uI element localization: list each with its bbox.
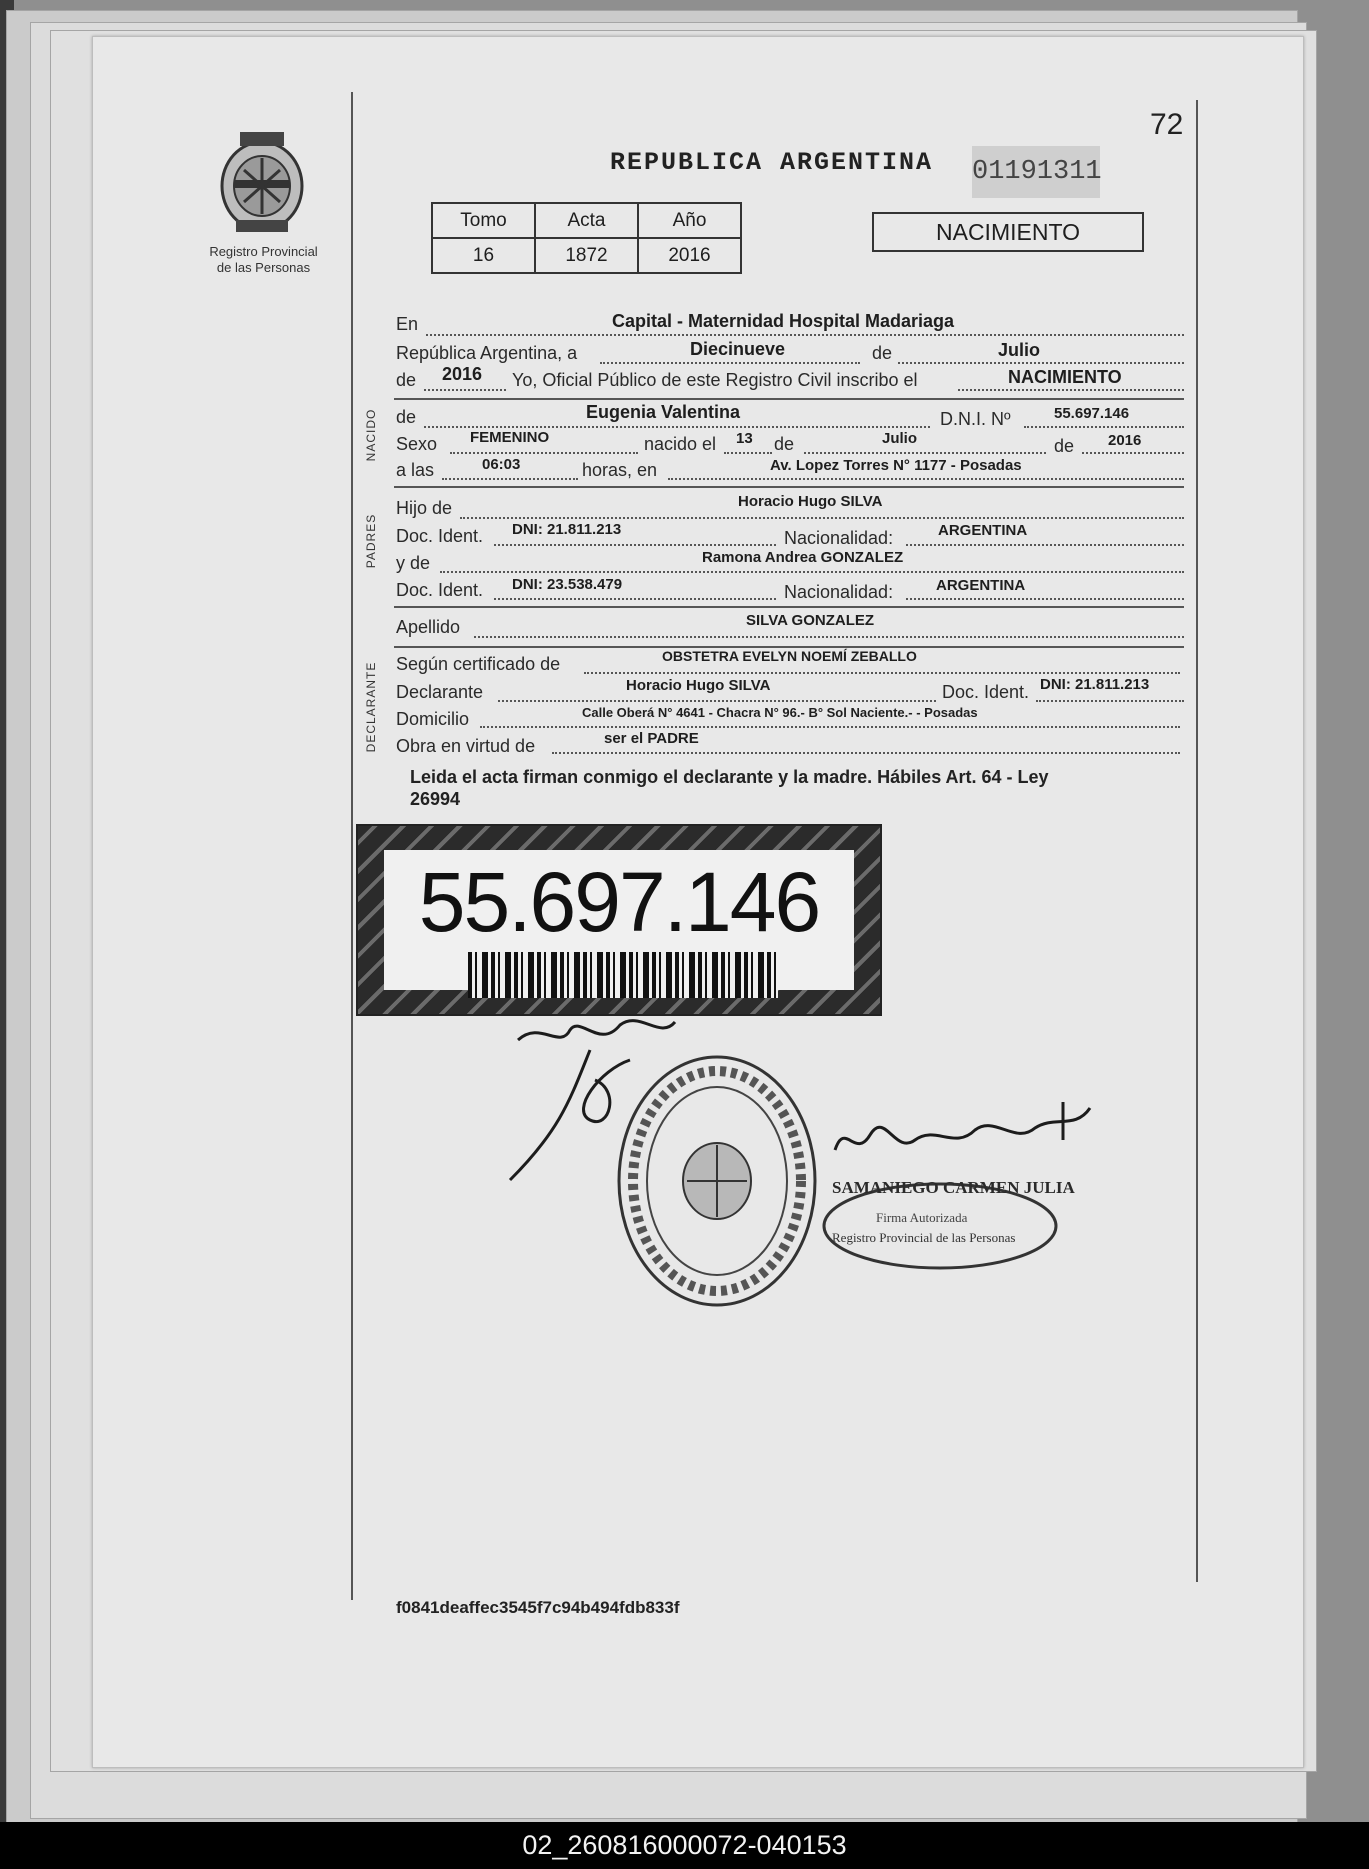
section-divider xyxy=(394,398,1184,400)
left-margin-line xyxy=(351,92,353,1600)
dotted-line xyxy=(804,452,1046,454)
label-sexo: Sexo xyxy=(396,434,438,454)
serial-number: 01191311 xyxy=(972,146,1100,198)
label-declarante: Declarante xyxy=(396,682,484,702)
label-oficial: Yo, Oficial Público de este Registro Civil inscribo el xyxy=(512,370,918,390)
country-heading: REPUBLICA ARGENTINA xyxy=(610,148,934,177)
dotted-line xyxy=(450,452,638,454)
section-label-padres: PADRES xyxy=(364,513,378,569)
closing-line-1: Leida el acta firman conmigo el declarante y la madre. Hábiles Art. 64 - Ley xyxy=(410,767,1049,787)
tomo-value: 16 xyxy=(432,238,535,273)
label-doc-ident-1: Doc. Ident. xyxy=(396,526,484,546)
dotted-line xyxy=(1082,452,1184,454)
dotted-line xyxy=(724,452,772,454)
father-name-value: Horacio Hugo SILVA xyxy=(738,493,883,510)
label-doc-ident-2: Doc. Ident. xyxy=(396,580,484,600)
dotted-line xyxy=(906,544,1184,546)
section-divider xyxy=(394,606,1184,608)
section-divider xyxy=(394,486,1184,488)
dotted-line xyxy=(424,426,930,428)
dotted-line xyxy=(498,700,936,702)
label-horas-en: horas, en xyxy=(582,460,658,480)
dotted-line xyxy=(440,571,1184,573)
label-hijo-de: Hijo de xyxy=(396,498,453,518)
day-words-value: Diecinueve xyxy=(690,339,786,359)
label-de-name: de xyxy=(396,407,417,427)
section-label-nacido: NACIDO xyxy=(364,408,378,462)
official-sub-1: Firma Autorizada xyxy=(876,1210,968,1225)
acta-value: 1872 xyxy=(535,238,638,273)
dotted-line xyxy=(494,598,776,600)
dotted-line xyxy=(1024,426,1184,428)
tomo-label: Tomo xyxy=(432,203,535,238)
capacity-value: ser el PADRE xyxy=(604,730,699,747)
barcode-inner xyxy=(384,850,854,990)
mother-name-value: Ramona Andrea GONZALEZ xyxy=(702,549,904,566)
act-kind-value: NACIMIENTO xyxy=(1008,367,1122,387)
closing-line-2: 26994 xyxy=(410,789,461,809)
official-seal-icon xyxy=(615,1053,820,1309)
anio-label: Año xyxy=(638,203,741,238)
label-segun: Según certificado de xyxy=(396,654,561,674)
birth-year-value: 2016 xyxy=(1108,432,1142,449)
surname-value: SILVA GONZALEZ xyxy=(746,612,875,629)
declarant-doc-value: DNI: 21.811.213 xyxy=(1040,676,1150,693)
emblem-caption-line1: Registro Provincial xyxy=(209,244,318,259)
label-en: En xyxy=(396,314,419,334)
mother-nat-value: ARGENTINA xyxy=(936,577,1026,594)
certifier-value: OBSTETRA EVELYN NOEMÍ ZEBALLO xyxy=(662,648,917,664)
birth-place-value: Av. Lopez Torres N° 1177 - Posadas xyxy=(770,457,1022,474)
month-value: Julio xyxy=(998,340,1041,360)
dotted-line xyxy=(898,362,1184,364)
province-emblem-icon xyxy=(212,128,312,238)
dotted-line xyxy=(668,478,1184,480)
sex-value: FEMENINO xyxy=(470,429,550,446)
section-label-declarante: DECLARANTE xyxy=(364,661,378,753)
label-doc-ident-3: Doc. Ident. xyxy=(942,682,1030,702)
right-margin-line xyxy=(1196,100,1198,1582)
record-type-box: NACIMIENTO xyxy=(872,212,1144,252)
label-de-mid: de xyxy=(872,343,893,363)
dotted-line xyxy=(600,362,860,364)
anio-value: 2016 xyxy=(638,238,741,273)
birth-month-value: Julio xyxy=(882,430,918,447)
dotted-line xyxy=(1036,700,1184,702)
barcode-number: 55.697.146 xyxy=(418,855,820,949)
official-name: SAMANIEGO CARMEN JULIA xyxy=(832,1178,1075,1197)
label-republica: República Argentina, a xyxy=(396,343,578,363)
birth-day-value: 13 xyxy=(736,430,753,447)
dotted-line xyxy=(494,544,776,546)
label-y-de: y de xyxy=(396,553,431,573)
dotted-line xyxy=(906,598,1184,600)
dotted-line xyxy=(584,672,1180,674)
label-domicilio: Domicilio xyxy=(396,709,470,729)
closing-text xyxy=(410,766,1160,810)
father-doc-value: DNI: 21.811.213 xyxy=(512,521,622,538)
label-nacido-el: nacido el xyxy=(644,434,717,454)
mother-doc-value: DNI: 23.538.479 xyxy=(512,576,623,593)
label-dni: D.N.I. Nº xyxy=(940,409,1011,429)
child-name-value: Eugenia Valentina xyxy=(586,402,741,422)
address-value: Calle Oberá N° 4641 - Chacra N° 96.- B° Sol Naciente.- - Posadas xyxy=(582,705,978,720)
scan-footer-id: 02_260816000072-040153 xyxy=(0,1822,1369,1869)
label-nacionalidad-1: Nacionalidad: xyxy=(784,528,894,548)
label-a-las: a las xyxy=(396,460,435,480)
dotted-line xyxy=(442,478,578,480)
dotted-line xyxy=(424,389,506,391)
acta-label: Acta xyxy=(535,203,638,238)
birth-time-value: 06:03 xyxy=(482,456,521,473)
child-dni-value: 55.697.146 xyxy=(1054,405,1130,422)
label-obra: Obra en virtud de xyxy=(396,736,536,756)
page-number: 72 xyxy=(1150,108,1184,141)
label-nacionalidad-2: Nacionalidad: xyxy=(784,582,894,602)
father-nat-value: ARGENTINA xyxy=(938,522,1028,539)
barcode-icon xyxy=(468,952,778,998)
label-de-day: de xyxy=(774,434,795,454)
emblem-caption xyxy=(196,244,331,276)
label-de-year: de xyxy=(1054,436,1075,456)
document-hash: f0841deaffec3545f7c94b494fdb833f xyxy=(396,1598,680,1617)
declarant-value: Horacio Hugo SILVA xyxy=(626,677,771,694)
official-sub-2: Registro Provincial de las Personas xyxy=(832,1230,1016,1245)
dni-barcode-label xyxy=(356,824,882,1016)
year-value: 2016 xyxy=(442,364,483,384)
dotted-line xyxy=(958,389,1184,391)
label-apellido: Apellido xyxy=(396,617,461,637)
emblem-caption-line2: de las Personas xyxy=(216,260,311,275)
dotted-line xyxy=(474,636,1184,638)
dotted-line xyxy=(460,517,1184,519)
dotted-line xyxy=(426,334,1184,336)
place-value: Capital - Maternidad Hospital Madariaga xyxy=(612,311,955,331)
tomo-acta-anio-table xyxy=(431,202,742,274)
dotted-line xyxy=(480,726,1180,728)
dotted-line xyxy=(552,752,1180,754)
label-de-line3: de xyxy=(396,370,417,390)
